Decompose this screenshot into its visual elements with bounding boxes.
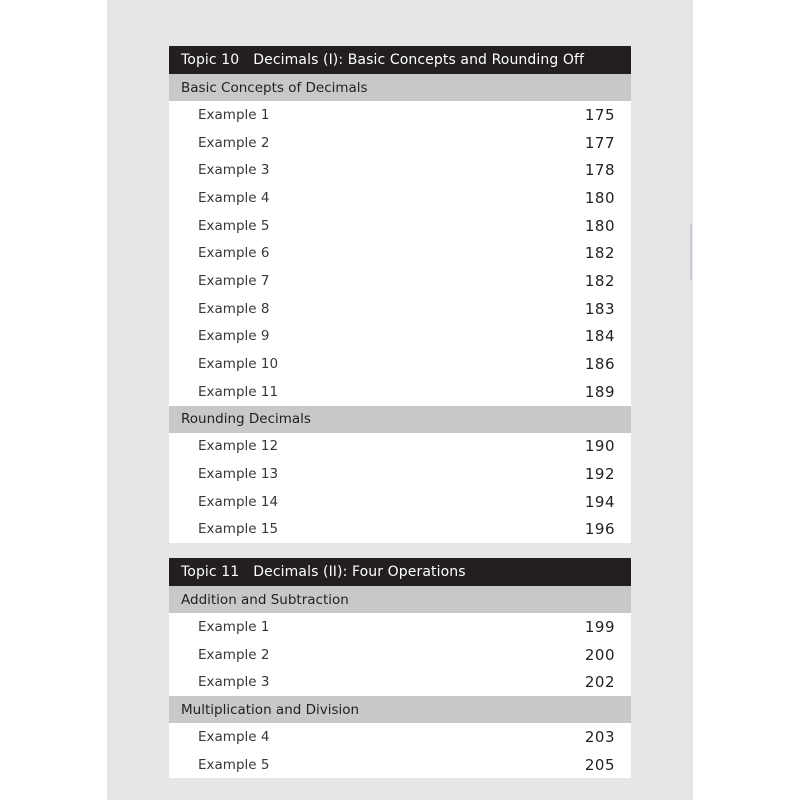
entry-label: Example 5 <box>198 756 270 773</box>
toc-entry[interactable] <box>169 212 631 240</box>
toc-entry[interactable] <box>169 101 631 129</box>
section-header: Multiplication and Division <box>169 696 631 723</box>
toc-entry[interactable] <box>169 488 631 516</box>
entry-page: 190 <box>584 437 615 456</box>
entry-page: 182 <box>584 271 615 290</box>
entry-page: 178 <box>584 161 615 180</box>
entry-page: 184 <box>584 327 615 346</box>
entry-page: 186 <box>584 355 615 374</box>
entry-page: 177 <box>584 133 615 152</box>
entry-page: 203 <box>584 727 615 746</box>
entry-page: 200 <box>584 645 615 664</box>
entry-label: Example 7 <box>198 272 270 289</box>
entry-label: Example 11 <box>198 383 279 400</box>
entry-label: Example 2 <box>198 134 270 151</box>
toc-entry[interactable] <box>169 323 631 351</box>
entry-label: Example 5 <box>198 217 270 234</box>
toc-entry[interactable] <box>169 295 631 323</box>
section-header: Addition and Subtraction <box>169 586 631 613</box>
section-header: Basic Concepts of Decimals <box>169 74 631 101</box>
topic-title: Decimals (I): Basic Concepts and Rounding Off <box>253 52 585 68</box>
entry-label: Example 1 <box>198 618 270 635</box>
entry-page: 192 <box>584 465 615 484</box>
entry-label: Example 3 <box>198 162 270 179</box>
toc-entry[interactable] <box>169 184 631 212</box>
topic-number: Topic 10 <box>181 52 240 68</box>
entry-label: Example 14 <box>198 493 279 510</box>
entry-page: 196 <box>584 520 615 539</box>
entry-label: Example 8 <box>198 300 270 317</box>
toc-entry[interactable] <box>169 156 631 184</box>
entry-label: Example 15 <box>198 521 279 538</box>
entry-page: 194 <box>584 492 615 511</box>
toc-entry[interactable] <box>169 613 631 641</box>
entry-page: 180 <box>584 188 615 207</box>
toc-entry[interactable] <box>169 723 631 751</box>
entry-page: 189 <box>584 382 615 401</box>
entry-label: Example 6 <box>198 245 270 262</box>
topic-header <box>169 46 631 74</box>
entry-page: 175 <box>584 105 615 124</box>
entry-label: Example 3 <box>198 674 270 691</box>
section-header: Rounding Decimals <box>169 406 631 433</box>
toc-entry[interactable] <box>169 129 631 157</box>
entry-page: 182 <box>584 244 615 263</box>
entry-page: 202 <box>584 673 615 692</box>
entry-label: Example 12 <box>198 438 279 455</box>
toc-entry[interactable] <box>169 516 631 544</box>
entry-label: Example 4 <box>198 189 270 206</box>
toc-entry[interactable] <box>169 433 631 461</box>
entry-label: Example 10 <box>198 356 279 373</box>
toc-entry[interactable] <box>169 378 631 406</box>
topic-header <box>169 558 631 586</box>
entry-page: 199 <box>584 617 615 636</box>
toc-entry[interactable] <box>169 267 631 295</box>
topic-number: Topic 11 <box>181 564 240 580</box>
entry-page: 180 <box>584 216 615 235</box>
toc-entry[interactable] <box>169 460 631 488</box>
entry-label: Example 2 <box>198 646 270 663</box>
entry-label: Example 4 <box>198 728 270 745</box>
toc-entry[interactable] <box>169 239 631 267</box>
toc-entry[interactable] <box>169 350 631 378</box>
entry-page: 183 <box>584 299 615 318</box>
toc-topic-10 <box>169 46 631 543</box>
toc-entry[interactable] <box>169 641 631 669</box>
topic-title: Decimals (II): Four Operations <box>253 564 466 580</box>
page-edge-mark <box>690 224 692 280</box>
toc-entry[interactable] <box>169 751 631 779</box>
entry-page: 205 <box>584 755 615 774</box>
entry-label: Example 1 <box>198 106 270 123</box>
toc-entry[interactable] <box>169 668 631 696</box>
entry-label: Example 9 <box>198 328 270 345</box>
entry-label: Example 13 <box>198 466 279 483</box>
toc-topic-11 <box>169 558 631 778</box>
